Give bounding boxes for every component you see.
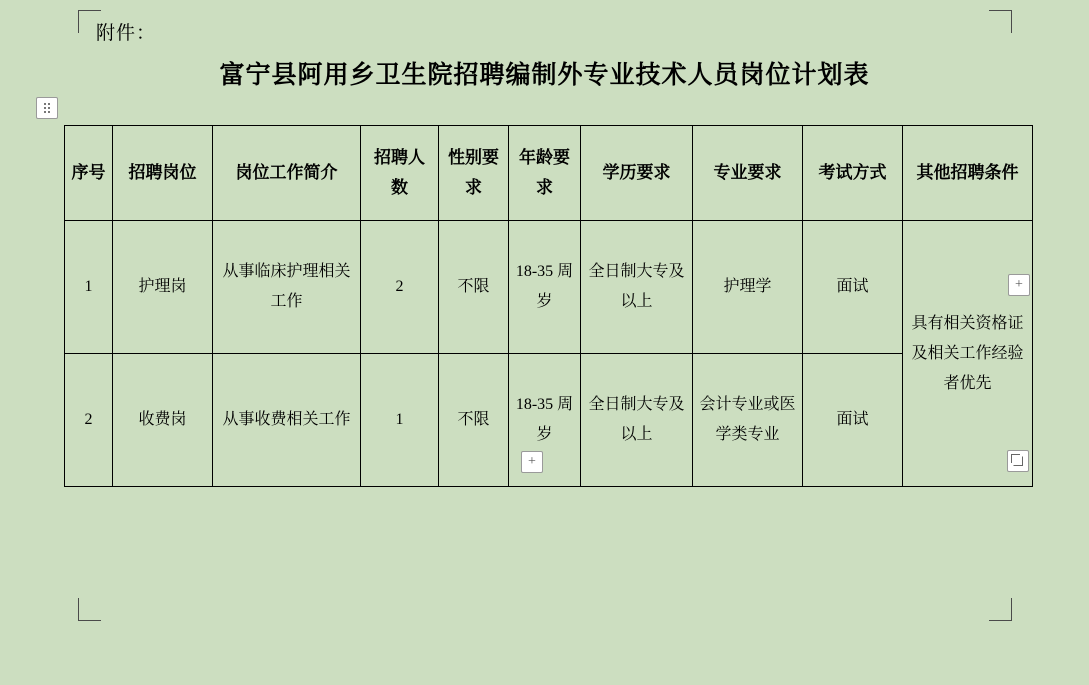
cell-post: 收费岗 (113, 354, 213, 487)
cell-other-conditions: 具有相关资格证及相关工作经验者优先 (903, 221, 1033, 487)
cell-count: 2 (361, 221, 439, 354)
column-header-count: 招聘人数 (361, 126, 439, 221)
column-header-major: 专业要求 (693, 126, 803, 221)
column-header-gender: 性别要求 (439, 126, 509, 221)
table-header-row (65, 126, 1033, 221)
recruitment-plan-table (64, 125, 1033, 487)
column-header-post: 招聘岗位 (113, 126, 213, 221)
cell-seq: 2 (65, 354, 113, 487)
cell-count: 1 (361, 354, 439, 487)
table-row (65, 221, 1033, 354)
cell-education: 全日制大专及以上 (581, 221, 693, 354)
cell-exam: 面试 (803, 354, 903, 487)
crop-mark-bottom-right (989, 598, 1012, 621)
attachment-label: 附件： (96, 23, 157, 44)
cell-major: 会计专业或医学类专业 (693, 354, 803, 487)
column-header-other: 其他招聘条件 (903, 126, 1033, 221)
cell-seq: 1 (65, 221, 113, 354)
cell-gender: 不限 (439, 354, 509, 487)
column-header-education: 学历要求 (581, 126, 693, 221)
column-header-seq: 序号 (65, 126, 113, 221)
page-title: 富宁县阿用乡卫生院招聘编制外专业技术人员岗位计划表 (219, 61, 870, 89)
cell-exam: 面试 (803, 221, 903, 354)
cell-desc: 从事收费相关工作 (213, 354, 361, 487)
resize-corner-icon (1013, 456, 1023, 466)
column-header-exam: 考试方式 (803, 126, 903, 221)
cell-education: 全日制大专及以上 (581, 354, 693, 487)
cell-post: 护理岗 (113, 221, 213, 354)
cell-age: 18-35 周岁 (509, 354, 581, 487)
add-row-button[interactable]: + (1008, 274, 1030, 296)
table-move-handle[interactable] (36, 97, 58, 119)
cell-desc: 从事临床护理相关工作 (213, 221, 361, 354)
drag-dots-icon (44, 103, 50, 113)
table-resize-handle[interactable] (1007, 450, 1029, 472)
crop-mark-top-right (989, 10, 1012, 33)
column-header-desc: 岗位工作简介 (213, 126, 361, 221)
table-row (65, 354, 1033, 487)
column-header-age: 年龄要求 (509, 126, 581, 221)
cell-age: 18-35 周岁 (509, 221, 581, 354)
add-column-button[interactable]: + (521, 451, 543, 473)
crop-mark-bottom-left (78, 598, 101, 621)
cell-gender: 不限 (439, 221, 509, 354)
cell-major: 护理学 (693, 221, 803, 354)
